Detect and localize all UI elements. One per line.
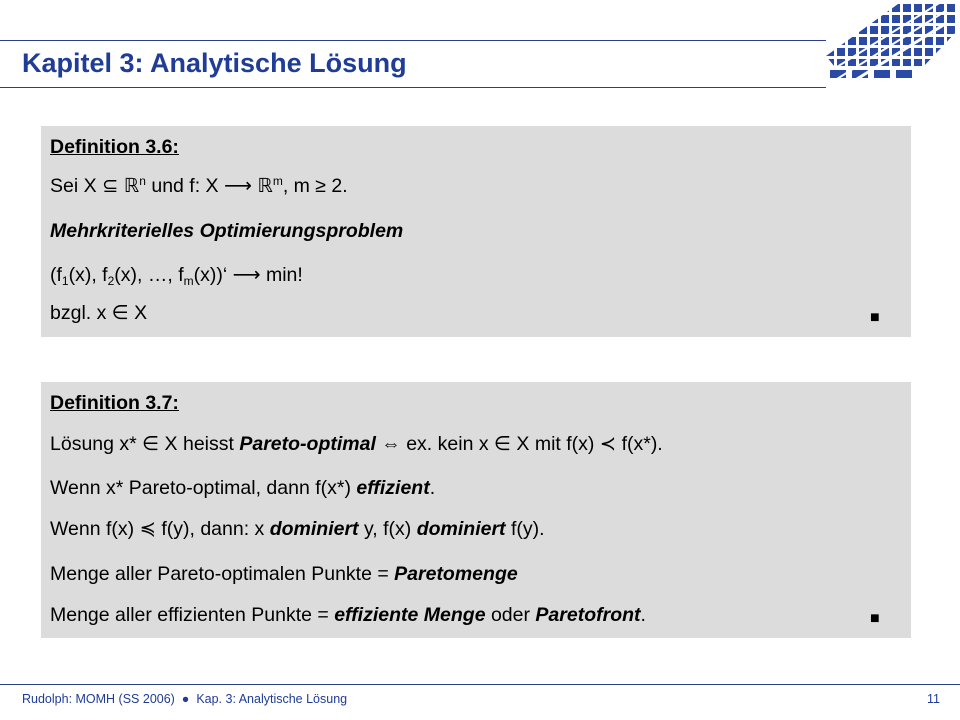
footer-author: Rudolph: MOMH (SS 2006) <box>22 692 175 706</box>
footer-rule <box>0 684 960 685</box>
qed-mark: ■ <box>870 610 880 627</box>
definition-3-7-heading: Definition 3.7: <box>50 392 179 414</box>
definition-3-6-constraint: bzgl. x ∈ X <box>50 302 148 324</box>
definition-3-6-box <box>41 126 911 337</box>
definition-3-7-efficient: Wenn x* Pareto-optimal, dann f(x*) effizient. <box>50 477 436 499</box>
definition-3-6-premise: Sei X ⊆ ℝ$^n$ und f: X ⟶ ℝ$^m$, m ≥ 2. <box>50 174 348 197</box>
definition-3-7-pareto-optimal: Lösung x* ∈ X heisst Pareto-optimal ⇔ ex. kein x ∈ X mit f(x) ≺ f(x*). <box>50 433 663 455</box>
definition-3-7-dominance: Wenn f(x) ≼ f(y), dann: x dominiert y, f(x) dominiert f(y). <box>50 518 545 540</box>
header-bottom-rule <box>0 87 826 88</box>
footer-info <box>22 692 347 706</box>
footer-chapter: Kap. 3: Analytische Lösung <box>196 692 348 706</box>
header-top-rule <box>0 40 826 41</box>
definition-3-7-box <box>41 382 911 638</box>
page-number: 11 <box>927 692 940 706</box>
definition-3-6-term: Mehrkriterielles Optimierungsproblem <box>50 220 404 242</box>
definition-3-6-objective: ($f_1(x)$, $f_2(x)$, …, $f_m(x))‘$ ⟶ min! <box>50 264 303 288</box>
qed-mark: ■ <box>870 309 880 326</box>
footer-bullet: ● <box>181 692 190 706</box>
university-logo-icon <box>826 4 956 90</box>
slide-title: Kapitel 3: Analytische Lösung <box>22 48 407 78</box>
definition-3-6-heading: Definition 3.6: <box>50 136 179 158</box>
definition-3-7-paretomenge: Menge aller Pareto-optimalen Punkte = Paretomenge <box>50 563 518 585</box>
definition-3-7-paretofront: Menge aller effizienten Punkte = effiziente Menge oder Paretofront. <box>50 604 646 626</box>
